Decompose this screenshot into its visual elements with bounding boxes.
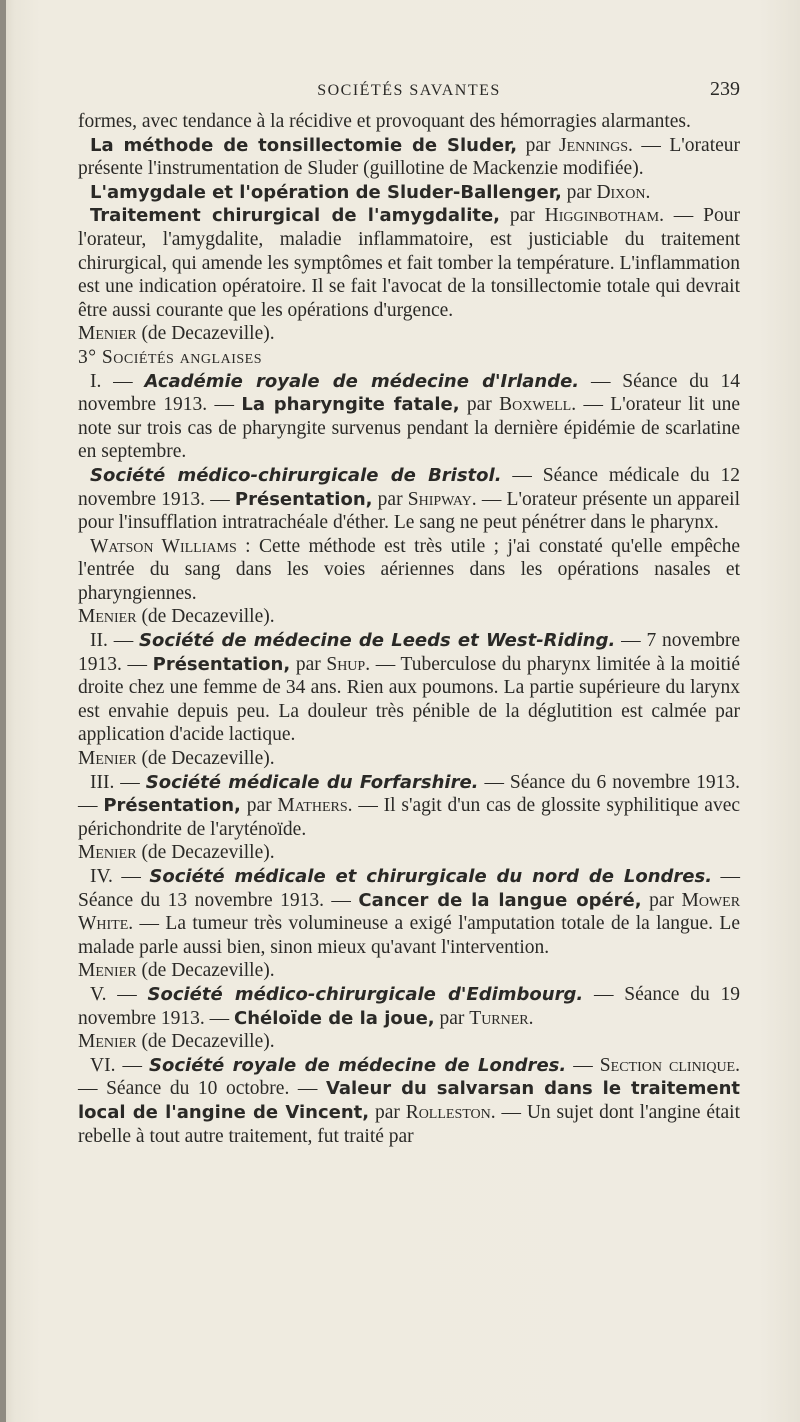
paragraph: VI. — Société royale de médecine de Londres. — Section clinique. — Séance du 10 octobre. — Valeur du salvarsan dans le traitement local de l'angine de Vincent, par Rolleston. — Un sujet dont l'angine était rebelle à tout autre traitement, fut traité par [78,1054,741,1147]
paragraph: III. — Société médicale du Forfarshire. — Séance du 6 novembre 1913. — Présentation, par Mathers. — Il s'agit d'un cas de glossite syphilitique avec périchondrite de l'aryténoïde. [78,771,741,840]
signature: Menier (de Decazeville). [78,323,275,345]
signature: Menier (de Decazeville). [78,748,275,770]
paragraph: II. — Société de médecine de Leeds et West-Riding. — 7 novembre 1913. — Présentation, par Shup. — Tuberculose du pharynx limitée à la moitié droite chez une femme de 34 ans. Rien aux poumons. La partie supérieure du larynx est envahie depuis peu. La douleur très pénible de la déglutition est calmée par application d'acide lactique. [78,630,741,746]
paragraph: IV. — Société médicale et chirurgicale du nord de Londres. — Séance du 13 novembre 1913. — Cancer de la langue opéré, par Mower White. — La tumeur très volumineuse a exigé l'amputation totale de la langue. Le malade parle aussi bien, sinon mieux qu'avant l'intervention. [78,866,741,958]
signature: Menier (de Decazeville). [78,842,275,864]
signature: Menier (de Decazeville). [78,960,275,982]
page-header [78,78,740,106]
paragraph: Société médico-chirurgicale de Bristol. — Séance médicale du 12 novembre 1913. — Présentation, par Shipway. — L'orateur présente un appareil pour l'insufflation intratrachéale d'éther. Le sang ne peut pénétrer dans le pharynx. [78,464,741,534]
paragraph: L'amygdale et l'opération de Sluder-Ballenger, par Dixon. [90,181,651,203]
section-heading: 3° Sociétés anglaises [78,346,262,368]
paragraph: Watson Williams : Cette méthode est très utile ; j'ai constaté qu'elle empêche l'entrée du sang dans les voies aériennes dans les opérations nasales et pharyngiennes. [78,535,740,604]
paragraph: Traitement chirurgical de l'amygdalite, par Higginbotham. — Pour l'orateur, l'amygdalite, maladie inflammatoire, est justiciable du traitement chirurgical, qui amende les symptômes et fait tomber la température. L'inflammation est une indication opératoire. Il se fait l'avocat de la tonsillectomie totale qui devrait être aussi courante que les opérations d'urgence. [78,205,740,321]
page-number: 239 [710,78,740,100]
body-text [78,110,740,1148]
paragraph: V. — Société médico-chirurgicale d'Edimbourg. — Séance du 19 novembre 1913. — Chéloïde de la joue, par Turner. [78,983,741,1029]
paragraph: formes, avec tendance à la récidive et provoquant des hémorragies alarmantes. [78,111,691,132]
running-head: SOCIÉTÉS SAVANTES [317,82,501,99]
signature: Menier (de Decazeville). [78,606,275,628]
paragraph: La méthode de tonsillectomie de Sluder, par Jennings. — L'orateur présente l'instrumentation de Sluder (guillotine de Mackenzie modifiée). [78,134,741,180]
binding-edge [0,0,6,1422]
paragraph: I. — Académie royale de médecine d'Irlande. — Séance du 14 novembre 1913. — La pharyngite fatale, par Boxwell. — L'orateur lit une note sur trois cas de pharyngite survenus pendant la dernière épidémie de scarlatine en septembre. [78,370,741,463]
signature: Menier (de Decazeville). [78,1031,275,1053]
